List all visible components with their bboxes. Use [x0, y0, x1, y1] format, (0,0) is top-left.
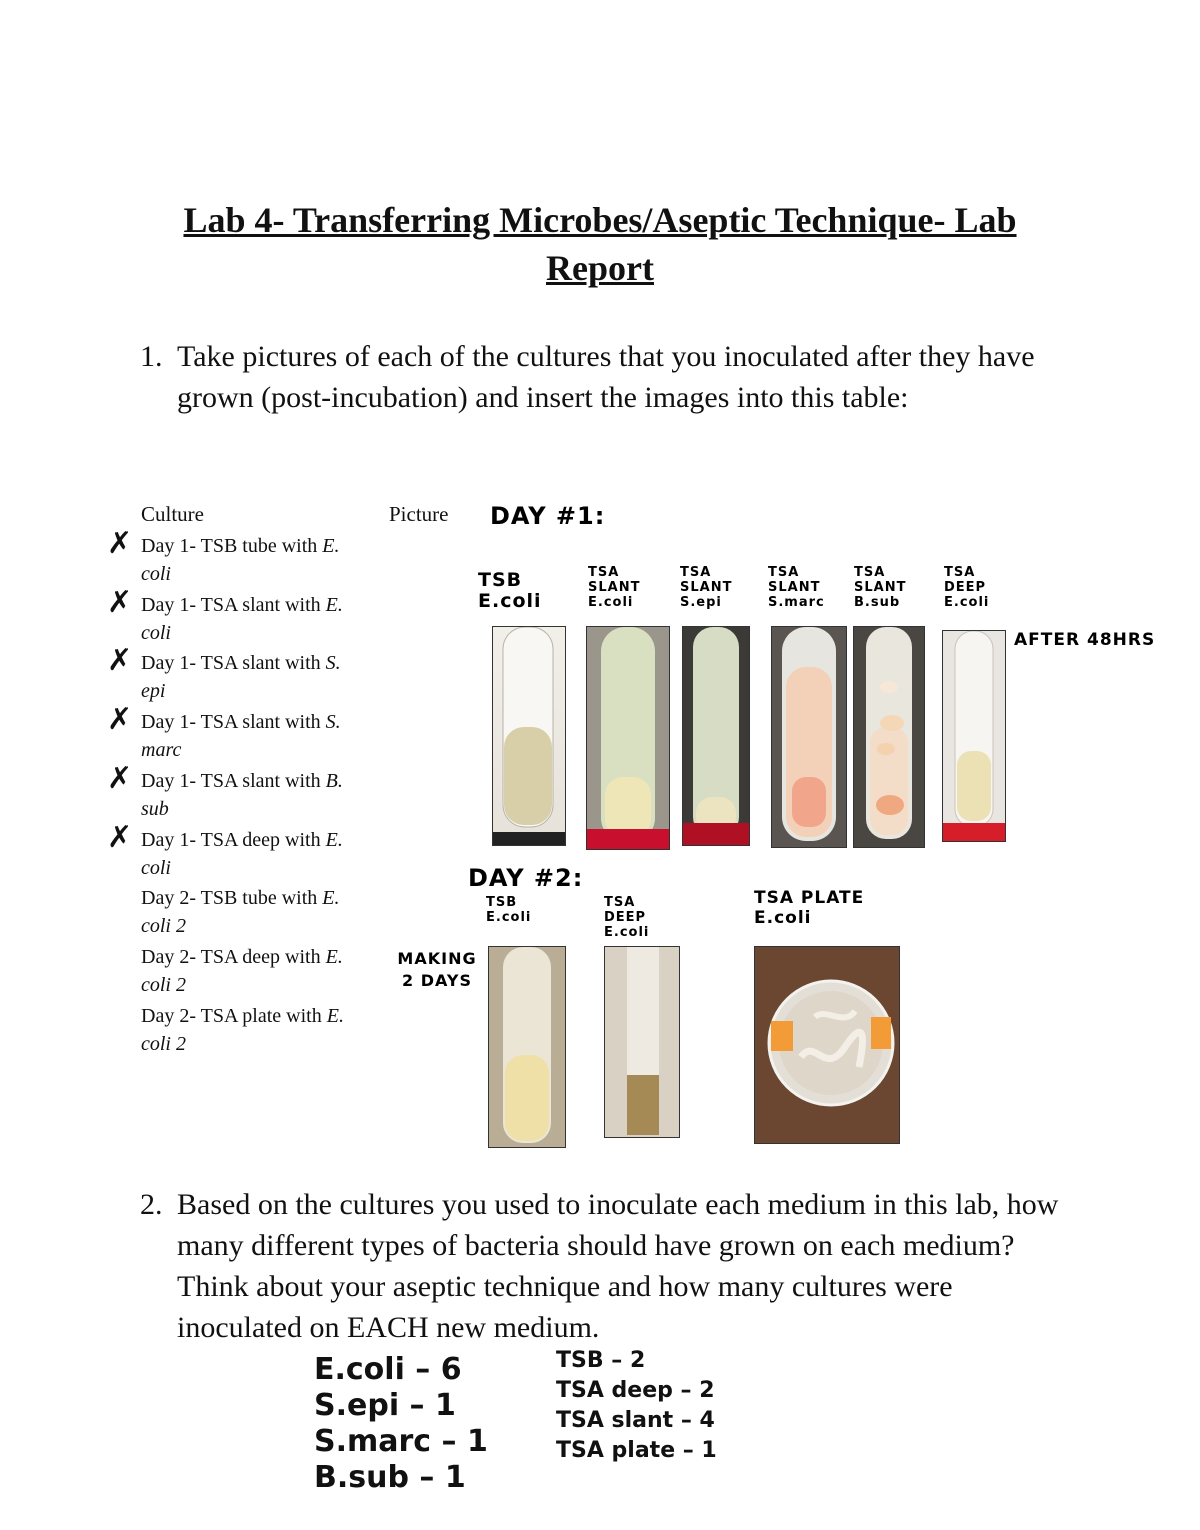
culture-organism-initial: E.	[322, 535, 340, 557]
tube-label-line: E.coli	[588, 595, 634, 610]
day2-tube-label	[486, 895, 531, 925]
tube-label-line: TSA	[680, 565, 712, 580]
tube-label-line: SLANT	[680, 580, 733, 595]
culture-row	[141, 591, 386, 647]
tube-label-line: S.epi	[680, 595, 722, 610]
check-mark-icon: ✗	[107, 819, 133, 855]
day2-heading: DAY #2:	[468, 864, 584, 892]
question-1-text: Take pictures of each of the cultures that you inoculated after they have grown (post-incubation) and insert the images into this table:	[177, 340, 1035, 414]
culture-row	[141, 884, 386, 940]
culture-organism-name: coli	[141, 621, 171, 644]
tube-label-line: TSA	[604, 895, 636, 910]
tube-label-line: SLANT	[854, 580, 907, 595]
day1-tube-label	[944, 565, 989, 610]
photo-day2-tsb-ecoli	[488, 946, 566, 1148]
culture-organism-name: coli 2	[141, 973, 186, 996]
culture-column-header: Culture	[141, 502, 204, 526]
answer-tsa-deep: TSA deep – 2	[556, 1378, 715, 1403]
tube-label-line: SLANT	[588, 580, 641, 595]
culture-row-first-line	[141, 591, 386, 619]
culture-organism-name: marc	[141, 739, 182, 762]
culture-row	[141, 708, 386, 764]
day2-tsb-photo	[489, 947, 565, 1147]
culture-row-line1: Day 1- TSA slant with	[141, 769, 321, 792]
day1-tube-label	[588, 565, 640, 610]
tube-label-line: TSA	[854, 565, 886, 580]
tsb-tube-photo	[493, 627, 565, 845]
day2-tsa-plate-photo	[755, 947, 899, 1143]
culture-row-line1: Day 2- TSA deep with	[141, 945, 321, 968]
tsa-deep-ecoli-photo	[943, 631, 1005, 841]
culture-organism-initial: E.	[325, 945, 343, 968]
day1-tube-label	[768, 565, 825, 610]
question-1-number: 1.	[140, 340, 163, 373]
culture-row-line1: Day 2- TSA plate with	[141, 1004, 322, 1027]
culture-row-line1: Day 1- TSA slant with	[141, 593, 321, 616]
tube-label-line: E.coli	[486, 910, 532, 925]
culture-row-first-line	[141, 532, 386, 560]
missing-days-note: MAKING 2 DAYS	[397, 949, 477, 990]
page-title	[0, 196, 1200, 292]
tube-label-line: S.marc	[768, 595, 825, 610]
culture-row	[141, 649, 386, 705]
photo-tsa-slant-smarc	[771, 626, 847, 848]
culture-organism-initial: E.	[325, 593, 343, 616]
tube-label-line: SLANT	[768, 580, 821, 595]
culture-row-first-line	[141, 826, 386, 854]
tube-label-line: E.coli	[478, 590, 542, 612]
culture-row-first-line	[141, 1002, 386, 1030]
culture-organism-initial: S.	[325, 711, 341, 734]
culture-row-line1: Day 1- TSB tube with	[141, 535, 318, 557]
photo-day2-tsa-deep-ecoli	[604, 946, 680, 1138]
answer-bsub: B.sub – 1	[314, 1460, 466, 1495]
tube-label-line: TSA	[588, 565, 620, 580]
answer-tsa-slant: TSA slant – 4	[556, 1408, 715, 1433]
day2-tube-label	[604, 895, 649, 940]
answer-sepi: S.epi – 1	[314, 1388, 456, 1423]
tube-label-line: TSB	[486, 895, 518, 910]
question-2-number: 2.	[140, 1188, 163, 1221]
culture-organism-name: coli	[141, 563, 171, 585]
culture-organism-name: coli	[141, 856, 171, 879]
after-48hrs-note: AFTER 48HRS	[1014, 630, 1156, 650]
tube-label-line: DEEP	[944, 580, 987, 595]
photo-day2-tsa-plate-ecoli	[754, 946, 900, 1144]
tube-label-line: E.coli	[604, 925, 650, 940]
culture-row-first-line	[141, 884, 386, 912]
culture-organism-name: epi	[141, 680, 166, 703]
tube-label-line: TSB	[478, 569, 523, 591]
title-line-1: Lab 4- Transferring Microbes/Aseptic Technique- Lab	[183, 200, 1017, 240]
tube-label-line: TSA	[944, 565, 976, 580]
culture-row	[141, 767, 386, 823]
day1-tube-label	[680, 565, 732, 610]
photo-tsa-slant-sepi	[682, 626, 750, 846]
culture-organism-initial: E.	[322, 887, 340, 910]
culture-organism-initial: E.	[325, 828, 343, 851]
answer-ecoli: E.coli – 6	[314, 1352, 462, 1387]
question-1	[140, 336, 1060, 418]
culture-row-first-line	[141, 943, 386, 971]
culture-organism-name: sub	[141, 797, 169, 820]
culture-row	[141, 826, 386, 882]
tube-label-line: TSA	[768, 565, 800, 580]
tsa-slant-ecoli-photo	[587, 627, 669, 849]
answer-tsb: TSB – 2	[556, 1348, 646, 1373]
answers-by-organism	[314, 1352, 488, 1496]
day1-heading: DAY #1:	[490, 502, 606, 530]
culture-row	[141, 943, 386, 999]
tube-label-line: E.coli	[754, 908, 812, 928]
day1-tube-label	[854, 565, 906, 610]
day2-tube-label	[754, 888, 864, 928]
culture-row-first-line	[141, 767, 386, 795]
culture-row	[141, 1002, 386, 1058]
tsa-slant-sepi-photo	[683, 627, 749, 845]
check-mark-icon: ✗	[107, 702, 133, 738]
culture-row-line1: Day 2- TSB tube with	[141, 887, 318, 910]
culture-organism-name: coli 2	[141, 915, 186, 938]
answers-by-medium	[556, 1346, 717, 1466]
check-mark-icon: ✗	[107, 584, 133, 620]
culture-organism-initial: E.	[326, 1004, 344, 1027]
photo-tsa-slant-ecoli	[586, 626, 670, 850]
culture-row	[141, 532, 386, 588]
tube-label-line: B.sub	[854, 595, 901, 610]
day2-tsa-deep-photo	[605, 947, 679, 1137]
photo-tsb-ecoli	[492, 626, 566, 846]
tsa-slant-smarc-photo	[772, 627, 846, 847]
culture-organism-initial: B.	[325, 769, 343, 792]
culture-row-first-line	[141, 649, 386, 677]
check-mark-icon: ✗	[107, 760, 133, 796]
culture-row-line1: Day 1- TSA slant with	[141, 652, 321, 675]
title-line-2: Report	[546, 248, 654, 288]
photo-tsa-slant-bsub	[853, 626, 925, 848]
day1-tube-label	[478, 570, 542, 612]
picture-column-header: Picture	[389, 502, 449, 526]
tube-label-line: DEEP	[604, 910, 647, 925]
answer-tsa-plate: TSA plate – 1	[556, 1438, 717, 1463]
question-2-text: Based on the cultures you used to inoculate each medium in this lab, how many different types of bacteria should have grown on each medium? Think about your aseptic technique and how many cultures were inoculated on EACH new medium.	[177, 1188, 1059, 1344]
culture-organism-name: coli 2	[141, 1032, 186, 1055]
tube-label-line: TSA PLATE	[754, 888, 865, 908]
check-mark-icon: ✗	[107, 643, 133, 679]
tsa-slant-bsub-photo	[854, 627, 924, 847]
culture-organism-initial: S.	[325, 652, 341, 675]
photo-tsa-deep-ecoli	[942, 630, 1006, 842]
tube-label-line: E.coli	[944, 595, 990, 610]
culture-row-line1: Day 1- TSA slant with	[141, 711, 321, 734]
culture-row-first-line	[141, 708, 386, 736]
answer-smarc: S.marc – 1	[314, 1424, 488, 1459]
culture-row-line1: Day 1- TSA deep with	[141, 828, 321, 851]
question-2	[140, 1184, 1060, 1348]
check-mark-icon: ✗	[107, 526, 133, 561]
